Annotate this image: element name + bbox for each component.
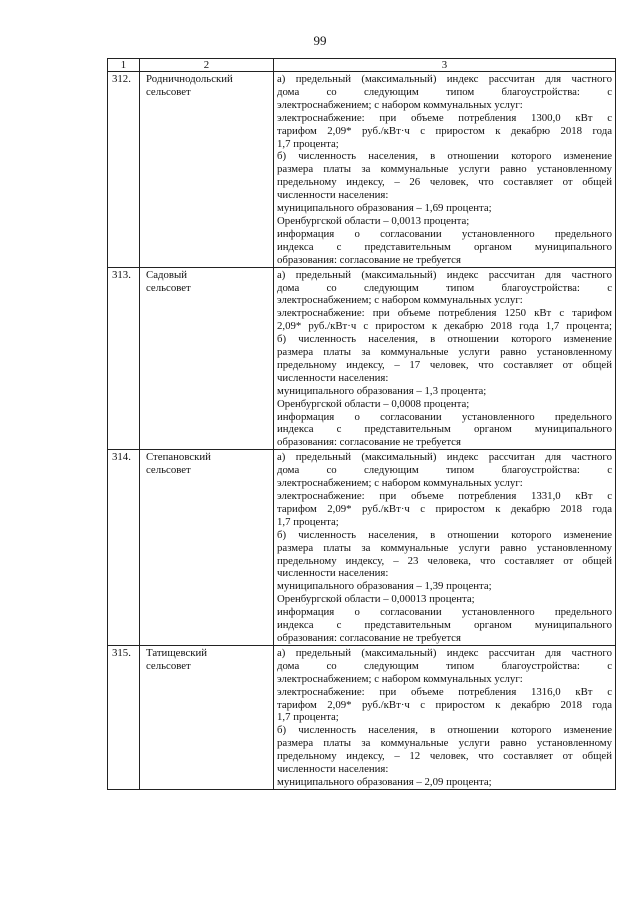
text-line: а) предельный (максимальный) индекс рассчитан для частного — [277, 73, 612, 85]
text-line: информация о согласовании установленного предельного — [277, 227, 612, 240]
index-description — [274, 450, 616, 646]
text-line: численности населения: — [277, 567, 389, 580]
municipality-name — [140, 267, 274, 450]
municipality-name-line: Родничнодольский — [146, 73, 233, 85]
text-line: предельному индексу, – 12 человек, что составляет от общей — [277, 750, 612, 763]
municipality-name-line: Степановский — [146, 451, 211, 464]
text-line: дома со следующим типом благоустройства: с — [277, 659, 612, 672]
table-row — [108, 450, 616, 646]
text-line: муниципального образования – 1,3 процента; — [277, 384, 487, 397]
text-line: б) численность населения, в отношении которого изменение — [277, 528, 612, 541]
column-header: 2 — [140, 59, 274, 72]
text-line: Оренбургской области – 0,00013 процента; — [277, 593, 475, 606]
municipality-name — [140, 72, 274, 268]
text-line: электроснабжение: при объеме потребления 1331,0 кВт с — [277, 490, 612, 502]
text-line: 2,09* руб./кВт·ч с приростом к декабрю 2018 года 1,7 процента; — [277, 320, 612, 333]
text-line: информация о согласовании установленного предельного — [277, 410, 612, 423]
municipality-name-line: сельсовет — [146, 464, 191, 477]
municipality-name — [140, 450, 274, 646]
text-line: размера платы за коммунальные услуги равно установленному — [277, 163, 612, 176]
text-line: дома со следующим типом благоустройства: с — [277, 464, 612, 477]
table-row — [108, 645, 616, 789]
text-line: б) численность населения, в отношении которого изменение — [277, 150, 612, 163]
table-header-row — [108, 59, 616, 72]
text-line: электроснабжением; с набором коммунальных услуг: — [277, 294, 523, 307]
text-line: а) предельный (максимальный) индекс рассчитан для частного — [277, 646, 612, 659]
text-line: образования: согласование не требуется — [277, 631, 461, 644]
row-number: 312. — [108, 72, 140, 268]
index-description — [274, 267, 616, 450]
text-line: тарифом 2,09* руб./кВт·ч с приростом к декабрю 2018 года — [277, 502, 612, 515]
text-line: электроснабжением; с набором коммунальных услуг: — [277, 98, 523, 111]
text-line: б) численность населения, в отношении которого изменение — [277, 333, 612, 346]
text-line: индекса с представительным органом муниципального — [277, 240, 612, 253]
municipality-name — [140, 645, 274, 789]
text-line: дома со следующим типом благоустройства: с — [277, 281, 612, 294]
index-description — [274, 72, 616, 268]
text-line: Оренбургской области – 0,0013 процента; — [277, 214, 470, 227]
text-line: численности населения: — [277, 371, 389, 384]
municipality-name-line: Садовый — [146, 268, 188, 281]
document-table — [107, 58, 616, 790]
text-line: размера платы за коммунальные услуги равно установленному — [277, 737, 612, 750]
table-row — [108, 72, 616, 268]
text-line: образования: согласование не требуется — [277, 436, 461, 449]
municipality-name-line: сельсовет — [146, 85, 191, 98]
text-line: Оренбургской области – 0,0008 процента; — [277, 397, 470, 410]
text-line: тарифом 2,09* руб./кВт·ч с приростом к декабрю 2018 года — [277, 698, 612, 711]
text-line: 1,7 процента; — [277, 137, 339, 150]
text-line: муниципального образования – 1,69 процента; — [277, 202, 492, 215]
text-line: тарифом 2,09* руб./кВт·ч с приростом к декабрю 2018 года — [277, 124, 612, 137]
text-line: 1,7 процента; — [277, 711, 339, 724]
text-line: образования: согласование не требуется — [277, 253, 461, 266]
text-line: а) предельный (максимальный) индекс рассчитан для частного — [277, 451, 612, 464]
text-line: индекса с представительным органом муниципального — [277, 619, 612, 632]
row-number: 314. — [108, 450, 140, 646]
text-line: электроснабжение: при объеме потребления 1250 кВт с тарифом — [277, 307, 612, 320]
text-line: электроснабжение: при объеме потребления 1300,0 кВт с — [277, 111, 612, 124]
text-line: предельному индексу, – 17 человек, что составляет от общей — [277, 358, 612, 371]
text-line: дома со следующим типом благоустройства: с — [277, 85, 612, 98]
municipality-name-line: Татищевский — [146, 646, 208, 659]
row-number: 313. — [108, 267, 140, 450]
text-line: численности населения: — [277, 189, 389, 202]
page-number: 99 — [313, 33, 327, 48]
column-header: 3 — [274, 59, 616, 72]
text-line: предельному индексу, – 26 человек, что составляет от общей — [277, 176, 612, 189]
text-line: электроснабжением; с набором коммунальных услуг: — [277, 477, 523, 490]
row-number: 315. — [108, 645, 140, 789]
text-line: 1,7 процента; — [277, 515, 339, 528]
text-line: б) численность населения, в отношении которого изменение — [277, 724, 612, 737]
text-line: размера платы за коммунальные услуги равно установленному — [277, 346, 612, 359]
text-line: муниципального образования – 1,39 процента; — [277, 580, 492, 593]
text-line: а) предельный (максимальный) индекс рассчитан для частного — [277, 268, 612, 281]
text-line: муниципального образования – 2,09 процента; — [277, 775, 492, 788]
column-header: 1 — [108, 59, 140, 72]
text-line: предельному индексу, – 23 человека, что составляет от общей — [277, 554, 612, 567]
table-row — [108, 267, 616, 450]
text-line: информация о согласовании установленного предельного — [277, 606, 612, 619]
text-line: размера платы за коммунальные услуги равно установленному — [277, 541, 612, 554]
municipality-name-line: сельсовет — [146, 281, 191, 294]
text-line: численности населения: — [277, 763, 389, 776]
text-line: электроснабжением; с набором коммунальных услуг: — [277, 672, 523, 685]
index-description — [274, 645, 616, 789]
text-line: электроснабжение: при объеме потребления 1316,0 кВт с — [277, 685, 612, 698]
municipality-name-line: сельсовет — [146, 659, 191, 672]
text-line: индекса с представительным органом муниципального — [277, 423, 612, 436]
